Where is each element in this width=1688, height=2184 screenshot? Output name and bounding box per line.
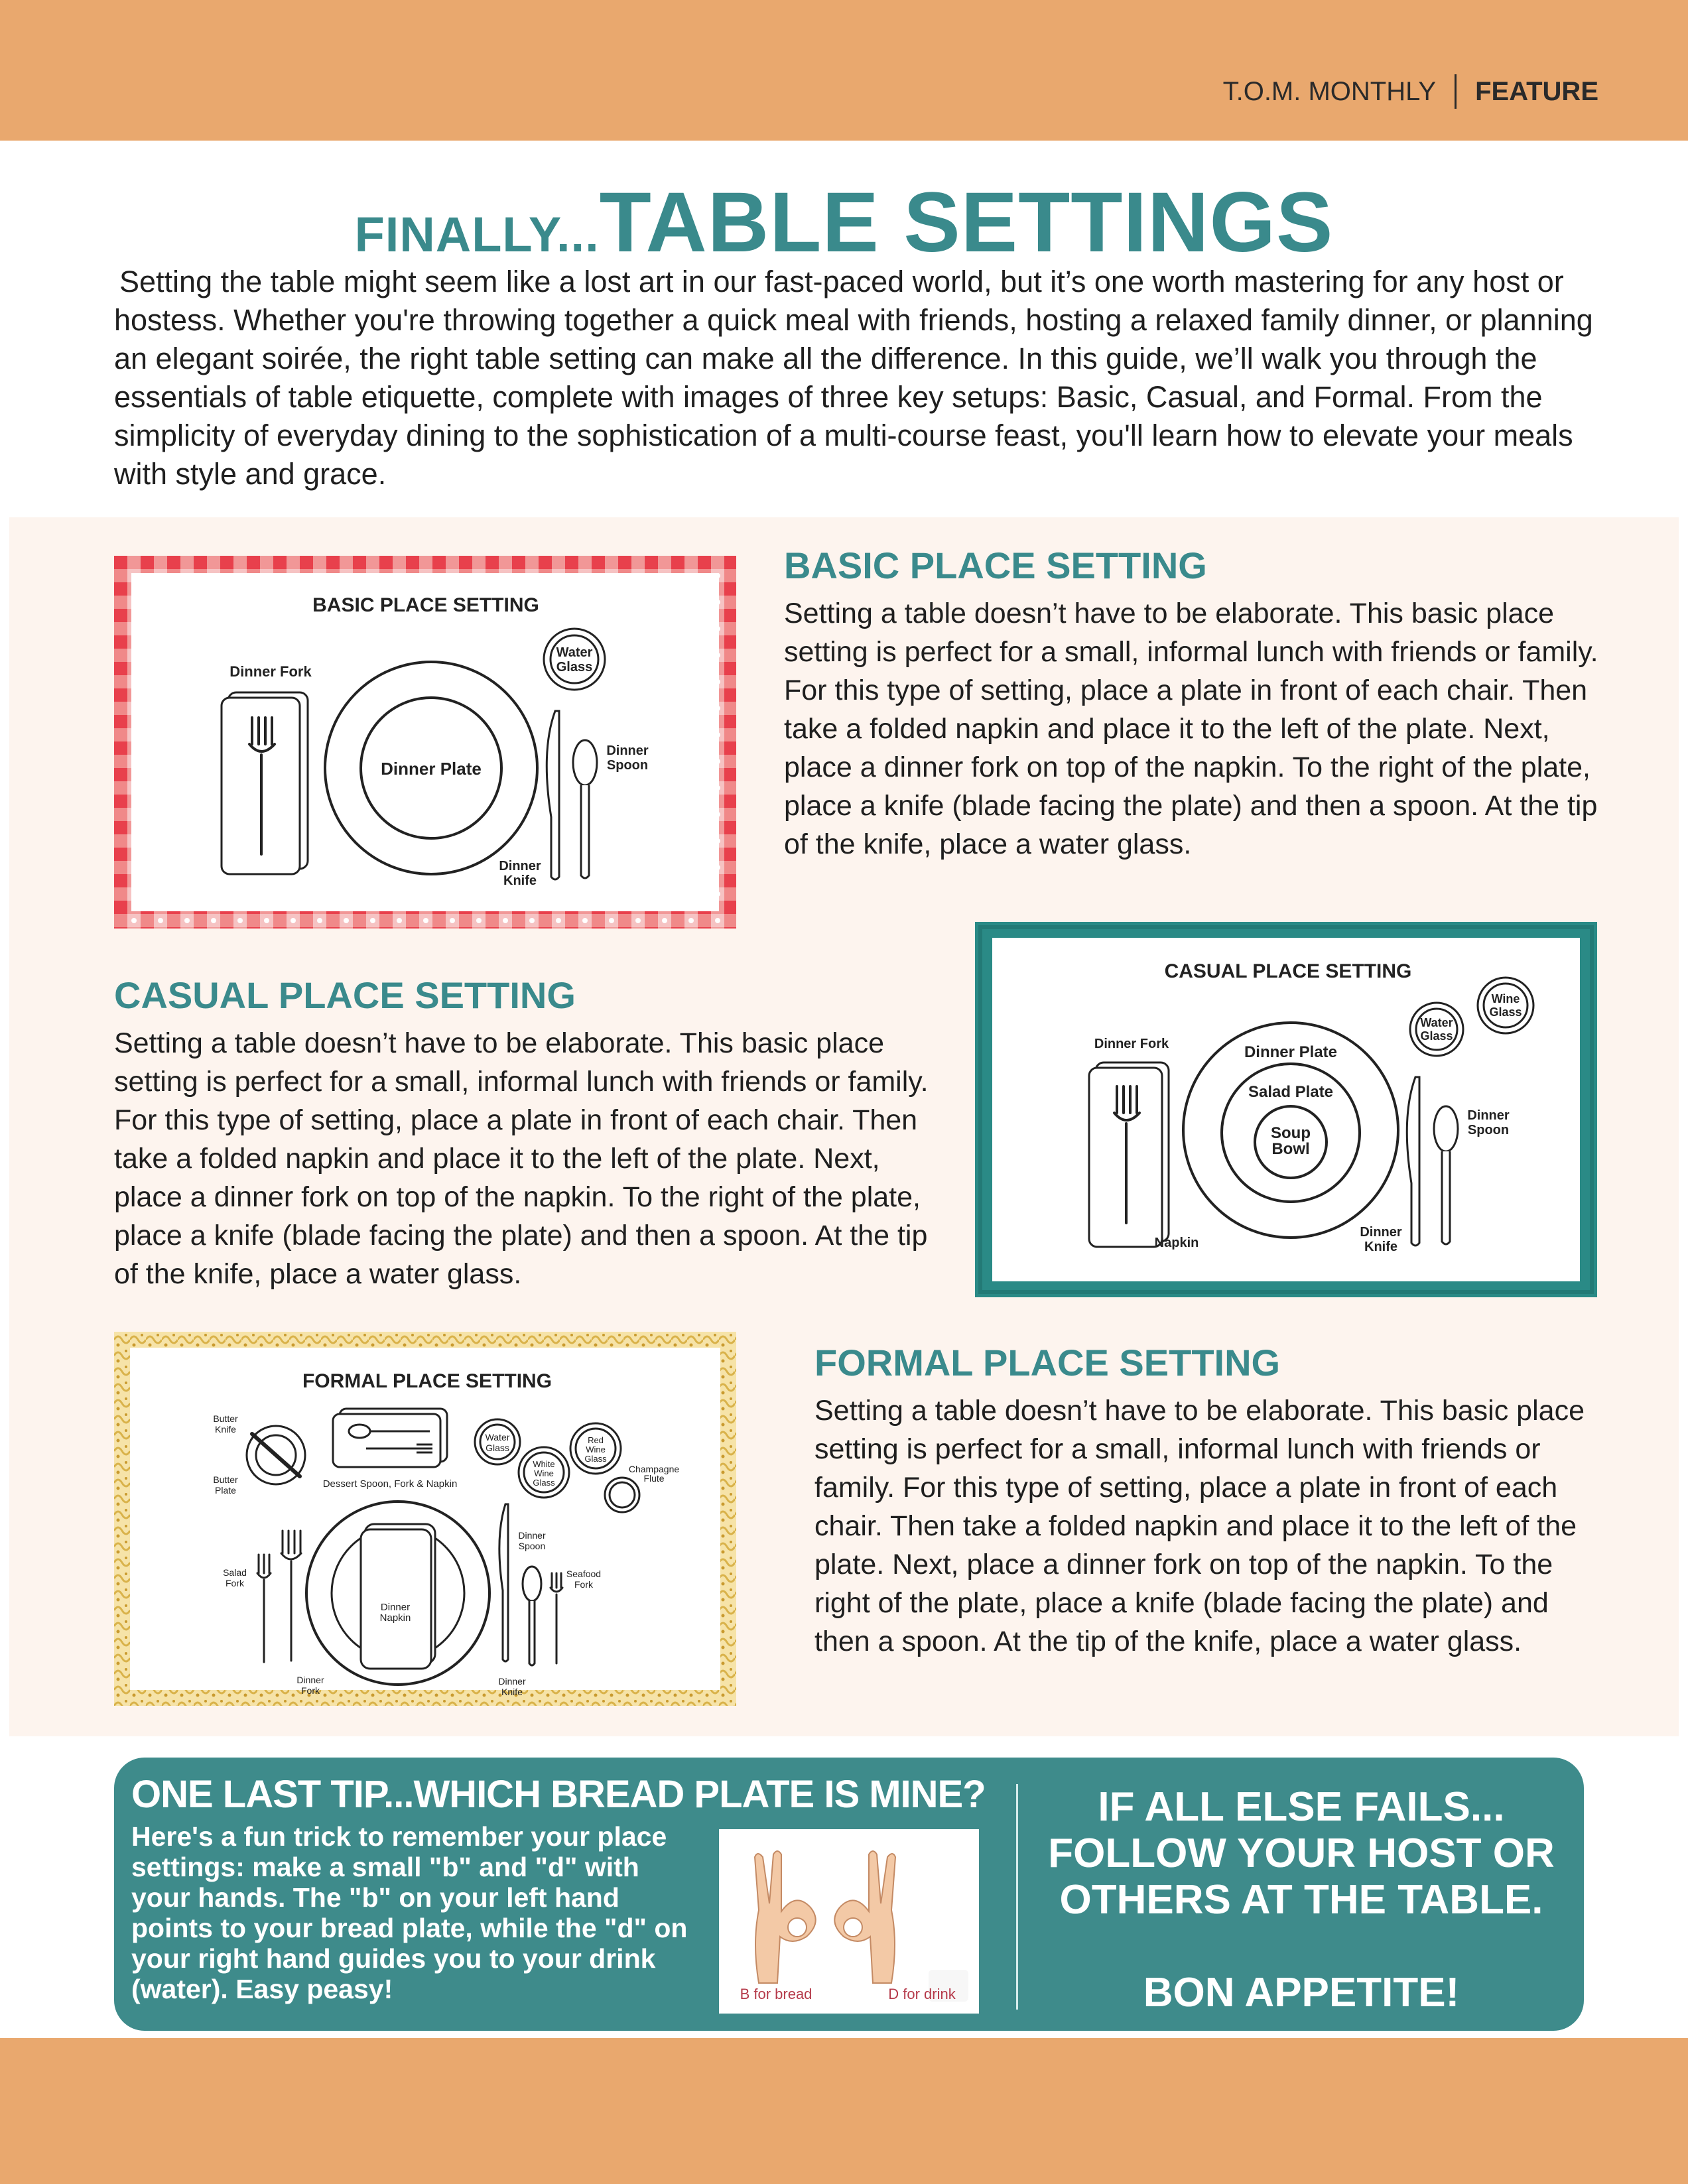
- closing-line: BON APPETITE!: [1143, 1970, 1460, 2016]
- tip-body: Here's a fun trick to remember your place settings: make a small "b" and "d" with your hands. The "b" on your left hand points to your bread plate, while the "d" on your right hand guides you to your drink (water). Easy peasy!: [131, 1821, 688, 2004]
- formal-water-label-1: Water: [485, 1432, 510, 1443]
- basic-glass-label-2: Glass: [556, 660, 593, 674]
- formal-water-label-2: Glass: [486, 1443, 509, 1453]
- b-for-bread-label: B for bread: [740, 1986, 812, 2002]
- formal-knife-label-1: Dinner: [498, 1676, 526, 1687]
- basic-heading: BASIC PLACE SETTING: [784, 545, 1207, 586]
- formal-butter-knife-label-1: Butter: [213, 1413, 238, 1424]
- masthead: [1223, 74, 1598, 109]
- casual-spoon-label-2: Spoon: [1467, 1123, 1510, 1137]
- formal-knife-label-2: Knife: [501, 1687, 523, 1697]
- casual-salad-plate-label: Salad Plate: [1248, 1083, 1334, 1101]
- formal-champagne-label-1: Champagne: [628, 1464, 680, 1474]
- bottom-banner: [0, 2038, 1688, 2184]
- fallback-advice: [1029, 1784, 1573, 2016]
- masthead-divider: [1455, 74, 1457, 109]
- hands-illustration: [719, 1829, 979, 2014]
- formal-white-label-1: White: [533, 1459, 555, 1469]
- fallback-line-1: IF ALL ELSE FAILS...: [1098, 1784, 1505, 1830]
- basic-spoon-label-1: Dinner: [606, 743, 649, 758]
- formal-white-label-2: Wine: [534, 1468, 554, 1478]
- formal-champagne-label-2: Flute: [643, 1473, 665, 1484]
- formal-setting-figure: [114, 1332, 736, 1706]
- formal-white-label-3: Glass: [533, 1478, 555, 1488]
- title-prefix: FINALLY...: [354, 207, 600, 262]
- tip-box: [114, 1758, 1584, 2031]
- casual-wine-label-1: Wine: [1491, 992, 1520, 1005]
- publication-name: T.O.M. MONTHLY: [1222, 76, 1437, 106]
- formal-fig-title: FORMAL PLACE SETTING: [302, 1370, 552, 1392]
- formal-body: Setting a table doesn’t have to be elaborate. This basic place setting is perfect for a small, informal lunch with friends or family. For this type of setting, place a plate in front of each chair. Then take a folded napkin and place it to the left of the plate. Next, place a dinner fork on top of the napkin. To the right of the plate, place a knife (blade facing the plate) and then a spoon. At the tip of the knife, place a water glass.: [814, 1395, 1585, 1657]
- formal-red-label-3: Glass: [584, 1454, 607, 1464]
- formal-red-label-2: Wine: [586, 1445, 606, 1454]
- basic-knife-label-1: Dinner: [499, 859, 541, 873]
- formal-butter-plate-label-2: Plate: [215, 1485, 236, 1496]
- formal-seafood-label-2: Fork: [574, 1579, 593, 1590]
- formal-spoon-label-2: Spoon: [518, 1541, 546, 1551]
- casual-knife-label-2: Knife: [1364, 1240, 1397, 1254]
- casual-setting-illustration: [975, 922, 1597, 1297]
- basic-body: Setting a table doesn’t have to be elaborate. This basic place setting is perfect for a small, informal lunch with friends or family. For this type of setting, place a plate in front of each chair. Then take a folded napkin and place it to the left of the plate. Next, place a dinner fork on top of the napkin. To the right of the plate, place a knife (blade facing the plate) and then a spoon. At the tip of the knife, place a water glass.: [784, 598, 1598, 860]
- formal-setting-illustration: [114, 1332, 736, 1706]
- d-for-drink-label: D for drink: [888, 1986, 956, 2002]
- fallback-line-3: OTHERS AT THE TABLE.: [1059, 1877, 1543, 1923]
- casual-fig-title: CASUAL PLACE SETTING: [1164, 960, 1412, 982]
- formal-spoon-label-1: Dinner: [518, 1530, 546, 1541]
- casual-water-label-1: Water: [1420, 1016, 1453, 1029]
- basic-fig-title: BASIC PLACE SETTING: [312, 594, 539, 616]
- formal-butter-knife-label-2: Knife: [215, 1424, 236, 1435]
- formal-red-label-1: Red: [588, 1435, 604, 1445]
- basic-knife-label-2: Knife: [503, 873, 537, 888]
- section-label: FEATURE: [1475, 76, 1598, 106]
- formal-napkin-label-2: Napkin: [379, 1612, 411, 1624]
- spacer: [1029, 1923, 1573, 1970]
- basic-setting-illustration: [114, 556, 736, 929]
- casual-knife-label-1: Dinner: [1360, 1225, 1402, 1240]
- top-banner: [0, 0, 1688, 141]
- formal-heading: FORMAL PLACE SETTING: [814, 1342, 1281, 1383]
- basic-fork-label: Dinner Fork: [229, 663, 312, 680]
- formal-seafood-label-1: Seafood: [566, 1569, 602, 1579]
- formal-dessert-label: Dessert Spoon, Fork & Napkin: [322, 1478, 458, 1490]
- casual-water-label-2: Glass: [1420, 1029, 1453, 1043]
- casual-fork-label: Dinner Fork: [1094, 1037, 1169, 1051]
- casual-spoon-label-1: Dinner: [1467, 1108, 1510, 1123]
- casual-bowl-label-2: Bowl: [1271, 1140, 1310, 1158]
- casual-bowl-label-1: Soup: [1271, 1124, 1311, 1142]
- formal-dinner-fork-label-2: Fork: [301, 1685, 320, 1696]
- page-title: [0, 174, 1688, 271]
- tip-divider: [1016, 1784, 1018, 2010]
- basic-glass-label-1: Water: [556, 645, 593, 660]
- casual-heading: CASUAL PLACE SETTING: [114, 974, 576, 1016]
- hand-gesture-image: [719, 1829, 979, 2014]
- casual-setting-figure: [975, 922, 1597, 1297]
- formal-salad-fork-label-2: Fork: [226, 1578, 244, 1588]
- basic-plate-label: Dinner Plate: [381, 759, 482, 779]
- casual-body: Setting a table doesn’t have to be elaborate. This basic place setting is perfect for a small, informal lunch with friends or family. For this type of setting, place a plate in front of each chair. Then take a folded napkin and place it to the left of the plate. Next, place a dinner fork on top of the napkin. To the right of the plate, place a knife (blade facing the plate) and then a spoon. At the tip of the knife, place a water glass.: [114, 1027, 929, 1290]
- casual-dinner-plate-label: Dinner Plate: [1244, 1043, 1338, 1061]
- casual-napkin-label: Napkin: [1154, 1236, 1199, 1250]
- formal-salad-fork-label-1: Salad: [223, 1567, 247, 1578]
- basic-spoon-label-2: Spoon: [606, 758, 649, 773]
- formal-butter-plate-label-1: Butter: [213, 1474, 238, 1485]
- tip-heading: ONE LAST TIP...WHICH BREAD PLATE IS MINE?: [131, 1773, 986, 1816]
- formal-napkin-label-1: Dinner: [380, 1602, 411, 1613]
- basic-setting-figure: [114, 556, 736, 929]
- title-main: TABLE SETTINGS: [599, 175, 1334, 270]
- intro-paragraph: Setting the table might seem like a lost art in our fast-paced world, but it’s one worth mastering for any host or hostess. Whether you're throwing together a quick meal with friends, hosting a relaxed family dinner, or planning an elegant soirée, the right table setting can make all the difference. In this guide, we’ll walk you through the essentials of table etiquette, complete with images of three key setups: Basic, Casual, and Formal. From the simplicity of everyday dining to the sophistication of a multi-course feast, you'll learn how to elevate your meals with style and grace.: [114, 265, 1593, 491]
- formal-dinner-fork-label-1: Dinner: [296, 1675, 324, 1685]
- casual-wine-label-2: Glass: [1489, 1005, 1522, 1019]
- fallback-line-2: FOLLOW YOUR HOST OR: [1048, 1831, 1555, 1876]
